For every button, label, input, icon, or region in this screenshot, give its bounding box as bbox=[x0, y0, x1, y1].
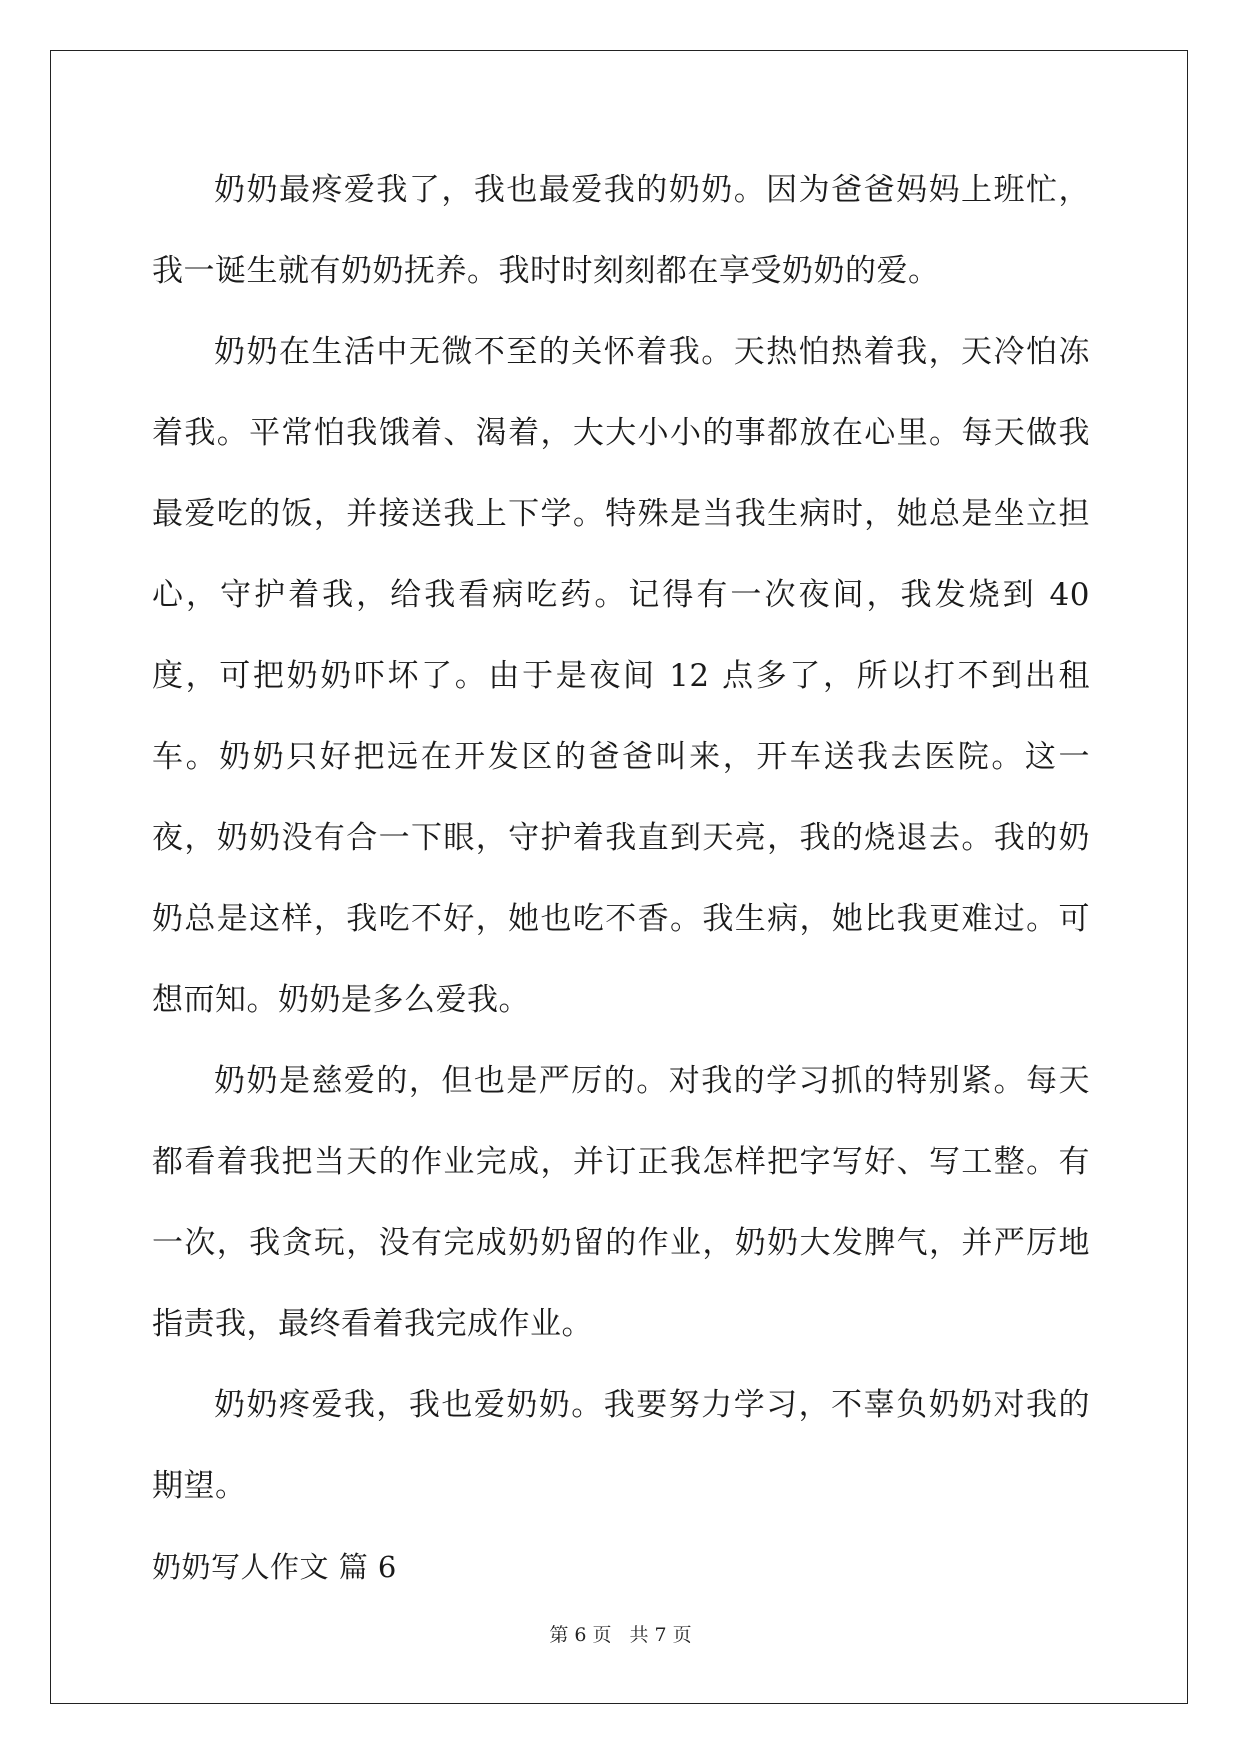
paragraph-1: 奶奶最疼爱我了，我也最爱我的奶奶。因为爸爸妈妈上班忙，我一诞生就有奶奶抚养。我时时刻刻都在享受奶奶的爱。 bbox=[152, 172, 1090, 289]
page-total: 共 7 页 bbox=[629, 1624, 692, 1646]
page-footer bbox=[0, 1620, 1241, 1647]
paragraph-2: 奶奶在生活中无微不至的关怀着我。天热怕热着我，天冷怕冻着我。平常怕我饿着、渴着，大大小小的事都放在心里。每天做我最爱吃的饭，并接送我上下学。特殊是当我生病时，她总是坐立担心，守护着我，给我看病吃药。记得有一次夜间，我发烧到 40 度，可把奶奶吓坏了。由于是夜间 12 点多了，所以打不到出租车。奶奶只好把远在开发区的爸爸叫来，开车送我去医院。这一夜，奶奶没有合一下眼，守护着我直到天亮，我的烧退去。我的奶奶总是这样，我吃不好，她也吃不香。我生病，她比我更难过。可想而知。奶奶是多么爱我。 bbox=[152, 334, 1090, 1018]
paragraph-3: 奶奶是慈爱的，但也是严厉的。对我的学习抓的特别紧。每天都看着我把当天的作业完成，并订正我怎样把字写好、写工整。有一次，我贪玩，没有完成奶奶留的作业，奶奶大发脾气，并严厉地指责我，最终看着我完成作业。 bbox=[152, 1063, 1090, 1342]
document-body bbox=[152, 150, 1090, 1608]
page-number: 第 6 页 bbox=[549, 1624, 612, 1646]
section-heading: 奶奶写人作文 篇 6 bbox=[152, 1550, 397, 1584]
paragraph-4: 奶奶疼爱我，我也爱奶奶。我要努力学习，不辜负奶奶对我的期望。 bbox=[152, 1387, 1090, 1504]
